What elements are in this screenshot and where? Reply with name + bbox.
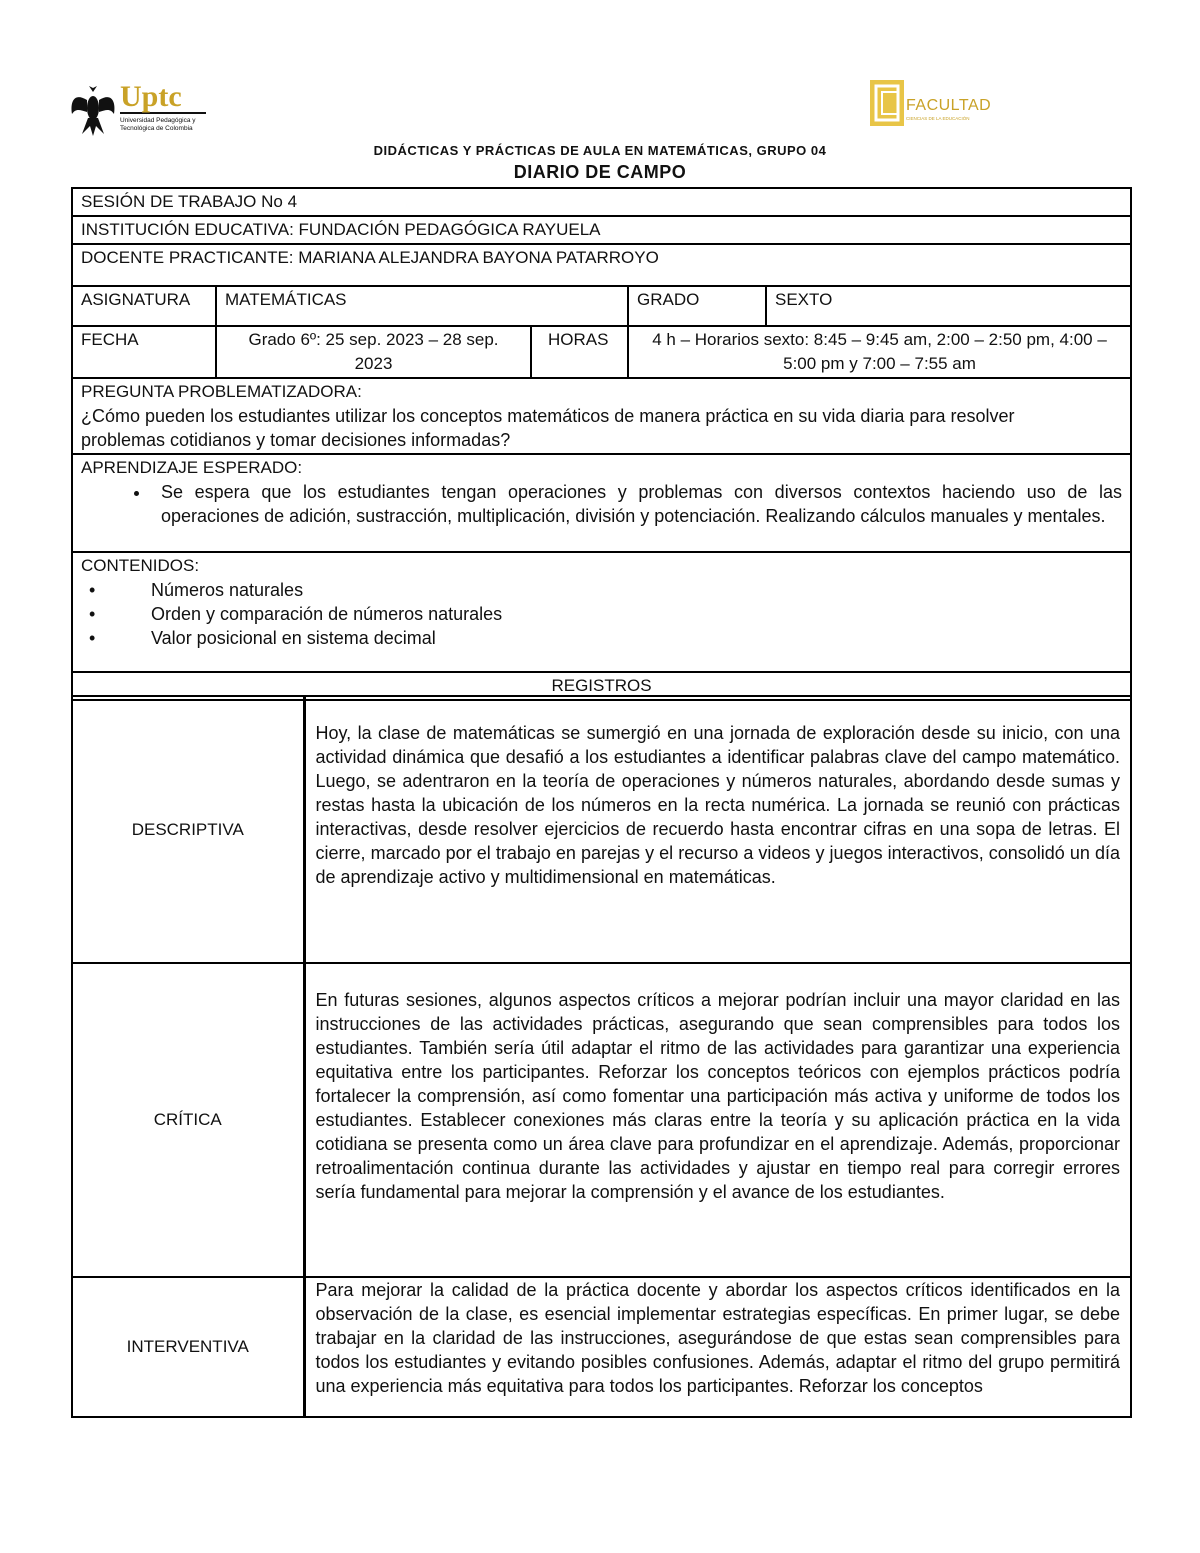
learning-label: APRENDIZAJE ESPERADO:: [81, 458, 303, 477]
grade-label: GRADO: [628, 286, 766, 326]
learning-list: [81, 480, 1122, 528]
grade-value: SEXTO: [766, 286, 1131, 326]
learning-cell: [72, 454, 1131, 552]
hours-label: HORAS: [531, 326, 628, 378]
uptc-wordmark: [120, 82, 206, 133]
registros-heading: REGISTROS: [72, 672, 1131, 700]
uptc-logo-subtext: Universidad Pedagógica y Tecnológica de Colombia: [120, 117, 196, 132]
learning-text: • Se espera que los estudiantes tengan operaciones y problemas con diversos contextos haciendo uso de las operaciones de adición, sustracción, multiplicación, división y potenciación. Realizando cálculos manuales y mentales.: [151, 480, 1122, 528]
contents-cell: [72, 552, 1131, 672]
registro-descriptiva-body: Hoy, la clase de matemáticas se sumergió en una jornada de exploración desde su inicio, con una actividad dinámica que desafió a los estudiantes a identificar palabras clave del campo matemático. Luego, se adentraron en la teoría de operaciones y números naturales, abordando desde sumas y restas hasta la ubicación de los números en la recta numérica. La jornada se reunió con prácticas interactivas, desde resolver ejercicios de recuerdo hasta encontrar cifras en una sopa de letras. El cierre, marcado por el trabajo en parejas y el recurso a videos y juegos interactivos, consolidó un día de aprendizaje activo y multidimensional en matemáticas.: [315, 723, 1120, 887]
uptc-logo-text: Uptc: [120, 82, 206, 114]
facultad-mark-icon: [870, 80, 904, 126]
date-label: FECHA: [72, 326, 216, 378]
info-table: [71, 187, 1132, 701]
registro-text-descriptiva: [304, 696, 1131, 963]
date-value: Grado 6º: 25 sep. 2023 – 28 sep. 2023: [216, 326, 531, 378]
registro-label-descriptiva: DESCRIPTIVA: [72, 696, 304, 963]
page-title: DIARIO DE CAMPO: [513, 162, 687, 182]
list-item: • Orden y comparación de números naturales: [81, 602, 1122, 626]
subject-value: MATEMÁTICAS: [216, 286, 628, 326]
registro-interventiva-body: Para mejorar la calidad de la práctica docente y abordar los aspectos críticos identificados en la observación de la clase, es esencial implementar estrategias específicas. En primer lugar, se debe trabajar en la claridad de las instrucciones, asegurándose de que estas sean comprensibles para todos los estudiantes y evitando posibles confusiones. Además, adaptar el ritmo del grupo permitirá una experiencia más equitativa para todos los participantes. Reforzar los conceptos: [315, 1280, 1120, 1396]
registro-label-interventiva: INTERVENTIVA: [72, 1277, 304, 1417]
list-item: • Números naturales: [81, 578, 1122, 602]
facultad-logo-subtext: CIENCIAS DE LA EDUCACIÓN: [906, 116, 970, 121]
registro-text-interventiva: [304, 1277, 1131, 1417]
facultad-logo-text: FACULTAD: [906, 97, 992, 114]
registro-critica-body: En futuras sesiones, algunos aspectos críticos a mejorar podrían incluir una mayor claridad en las instrucciones de las actividades prácticas, asegurando que sean comprensibles para todos los estudiantes. También sería útil adaptar el ritmo de las actividades para garantizar una experiencia equitativa entre los participantes. Reforzar los conceptos teóricos con ejemplos prácticos podría fortalecer la comprensión, así como fomentar una participación más activa y uniforme de todos los estudiantes. Establecer conexiones más claras entre la teoría y su aplicación práctica en la vida cotidiana se presenta como un área clave para profundizar en el aprendizaje. Además, proporcionar retroalimentación continua durante las actividades y ajustar en tiempo real para corregir errores sería fundamental para mejorar la comprensión y el avance de los estudiantes.: [315, 990, 1120, 1202]
registro-label-critica: CRÍTICA: [72, 963, 304, 1277]
session-cell: SESIÓN DE TRABAJO No 4: [72, 188, 1131, 216]
course-heading: DIDÁCTICAS Y PRÁCTICAS DE AULA EN MATEMÁTICAS, GRUPO 04: [373, 143, 827, 158]
hours-value: 4 h – Horarios sexto: 8:45 – 9:45 am, 2:00 – 2:50 pm, 4:00 – 5:00 pm y 7:00 – 7:55 am: [628, 326, 1131, 378]
question-cell: [72, 378, 1131, 454]
registro-text-critica: [304, 963, 1131, 1277]
institution-cell: INSTITUCIÓN EDUCATIVA: FUNDACIÓN PEDAGÓGICA RAYUELA: [72, 216, 1131, 244]
subject-label: ASIGNATURA: [72, 286, 216, 326]
contents-label: CONTENIDOS:: [81, 556, 200, 575]
question-text: ¿Cómo pueden los estudiantes utilizar los conceptos matemáticos de manera práctica en su vida diaria para resolver problemas cotidianos y tomar decisiones informadas?: [81, 406, 1015, 450]
question-label: PREGUNTA PROBLEMATIZADORA:: [81, 382, 362, 401]
facultad-logo: [870, 80, 1000, 128]
list-item: • Valor posicional en sistema decimal: [81, 626, 1122, 650]
registros-table: [71, 695, 1132, 1418]
teacher-cell: DOCENTE PRACTICANTE: MARIANA ALEJANDRA BAYONA PATARROYO: [72, 244, 1131, 286]
